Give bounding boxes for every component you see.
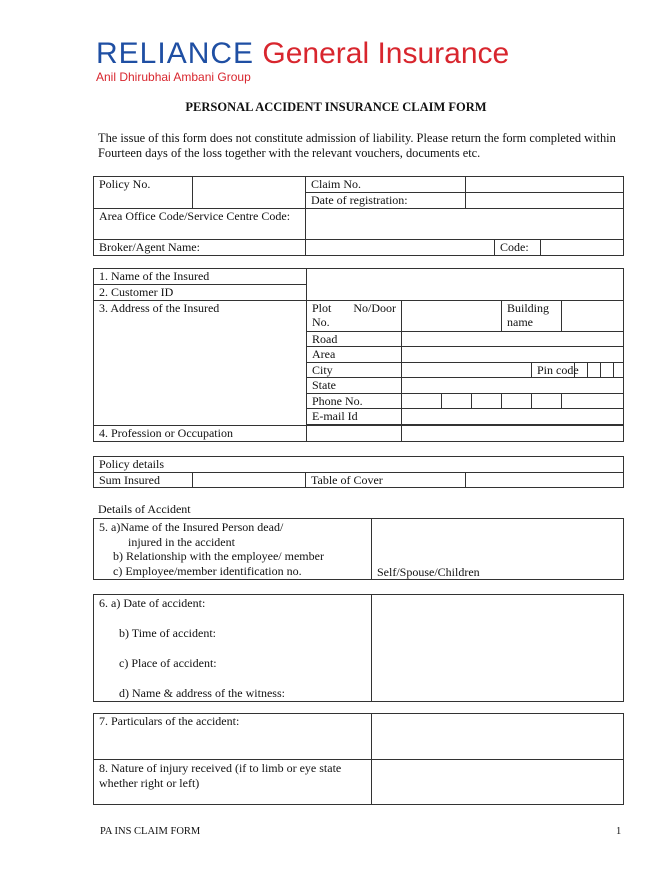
road-field[interactable] [402,331,624,347]
address-label: 3. Address of the Insured [94,300,307,425]
profession-field-a[interactable] [307,425,402,441]
building-label: Building name [502,300,562,331]
accident-q5-table [93,518,624,580]
code-label: Code: [495,239,541,255]
phone-digit[interactable] [562,393,624,409]
policy-no-label: Policy No. [94,177,193,209]
logo-wordmark [96,38,509,70]
q6d-line: d) Name & address of the witness: [119,686,285,700]
logo-suffix: General Insurance [262,37,510,70]
road-label: Road [307,331,402,347]
q5c-line: c) Employee/member identification no. [113,563,302,578]
table-cover-field[interactable] [466,472,624,488]
q6b-line: b) Time of accident: [119,626,216,640]
phone-digit[interactable] [402,393,442,409]
q6-label [94,595,372,702]
page-number: 1 [616,826,622,837]
phone-digit[interactable] [472,393,502,409]
building-field[interactable] [562,300,624,331]
area-office-field[interactable] [306,208,624,239]
accident-heading: Details of Accident [98,502,191,516]
area-label: Area [307,347,402,363]
table-cover-label: Table of Cover [306,472,466,488]
pin-digit[interactable] [601,362,614,378]
q7-answer-field[interactable] [372,714,624,760]
footer-form-name: PA INS CLAIM FORM [100,826,201,837]
email-field[interactable] [402,409,624,425]
q5-label [94,519,372,580]
city-field[interactable] [402,362,532,378]
phone-digit[interactable] [502,393,532,409]
q5a-line1: 5. a)Name of the Insured Person dead/ [99,520,284,534]
phone-label: Phone No. [307,393,402,409]
pin-code-label: Pin code [532,362,575,378]
broker-label: Broker/Agent Name: [94,239,306,255]
date-registration-label: Date of registration: [306,193,466,209]
company-logo [96,38,509,84]
q6a-line: 6. a) Date of accident: [99,596,206,610]
plot-field[interactable] [402,300,502,331]
claim-no-field[interactable] [466,177,624,193]
q8-label: 8. Nature of injury received (if to limb or eye state whether right or left) [94,760,372,805]
state-field[interactable] [402,378,624,394]
logo-group: Anil Dhirubhai Ambani Group [96,70,251,84]
area-field[interactable] [402,347,624,363]
q5b-value: Self/Spouse/Children [377,564,480,579]
date-registration-field[interactable] [466,193,624,209]
plot-label: Plot No/Door No. [307,300,402,331]
state-label: State [307,378,402,394]
profession-label: 4. Profession or Occupation [94,425,307,441]
profession-field-b[interactable] [402,425,624,441]
area-office-label: Area Office Code/Service Centre Code: [94,208,306,239]
accident-q7-table [93,713,624,805]
form-title: PERSONAL ACCIDENT INSURANCE CLAIM FORM [185,100,487,114]
q6c-line: c) Place of accident: [119,656,217,670]
q6-answer-field[interactable] [372,595,624,702]
sum-insured-field[interactable] [193,472,306,488]
policy-details-table [93,456,624,488]
insured-name-label: 1. Name of the Insured [94,269,307,285]
logo-brand: RELIANCE [96,37,255,70]
q7-label: 7. Particulars of the accident: [94,714,372,760]
policy-no-field[interactable] [193,177,306,209]
broker-field[interactable] [306,239,495,255]
q8-answer-field[interactable] [372,760,624,805]
accident-q6-table [93,594,624,702]
email-label: E-mail Id [307,409,402,425]
pin-digit[interactable] [614,362,624,378]
code-field[interactable] [541,239,624,255]
customer-id-label: 2. Customer ID [94,285,307,301]
q5a-line2: injured in the accident [128,534,235,549]
sum-insured-label: Sum Insured [94,472,193,488]
policy-details-heading: Policy details [94,457,624,473]
pin-digit[interactable] [588,362,601,378]
city-label: City [307,362,402,378]
claim-no-label: Claim No. [306,177,466,193]
q5b-line: b) Relationship with the employee/ member [113,549,324,563]
phone-digit[interactable] [532,393,562,409]
insured-name-field[interactable] [307,269,624,301]
intro-text: The issue of this form does not constitute admission of liability. Please return the form completed within Fourteen days of the loss together with the relevant vouchers, documents etc. [98,131,616,160]
q5-answer-field[interactable] [372,519,624,580]
insured-table [93,268,624,442]
policy-table [93,176,624,256]
phone-digit[interactable] [442,393,472,409]
